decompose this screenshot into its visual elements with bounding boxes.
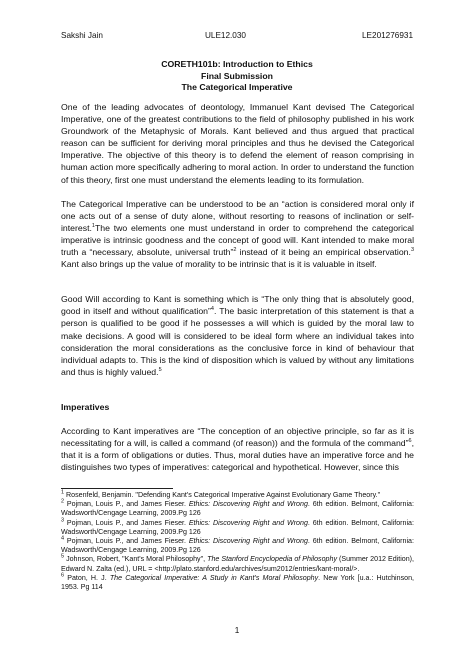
footnote-text: . New York [u.a.: Hutchinson, 1953. Pg 114 <box>61 573 414 592</box>
footnote-ref: 4 <box>210 306 214 313</box>
footnotes <box>61 491 414 592</box>
footnote-text: Paton, H. J. <box>64 573 110 582</box>
text-run: . The basic interpretation of this statement is that a person is qualified to be good if he possesses a will which is guided by the moral law to make decisions. A good will is considered to be ideal form where an individual takes into consideration the moral considerations as the conclusive force in kind of behaviour that individual adapts to. This is the kind of disposition which is valued by without any limitations and thus is highly valued. <box>61 306 414 377</box>
document-title-block <box>61 59 413 94</box>
footnote-ref: 1 <box>91 222 95 229</box>
footnote-text: Rosenfeld, Benjamin. "Defending Kant's Categorical Imperative Against Evolutionary Game Theory." <box>64 491 381 499</box>
footnote-ref: 5 <box>158 366 162 373</box>
footnote-number: 2 <box>61 498 65 505</box>
text-run: The Categorical Imperative can be understood to be an “action is considered moral only if one acts out of a sense of duty alone, without resorting to reasons of inclination or self-interest. <box>61 198 414 233</box>
footnote-4 <box>61 537 414 555</box>
footnote-text: . 6th edition. Belmont, California: Wadsworth/Cengage Learning, 2009.Pg 126 <box>61 518 414 536</box>
page-header <box>61 30 413 42</box>
essay-title: The Categorical Imperative <box>181 82 293 92</box>
paragraph-intro: One of the leading advocates of deontology, Immanuel Kant devised The Categorical Imperative, one of the greatest contributions to the field of philosophy published in his work Groundwork of the Metaphysic of Morals. Kant believed and thus argued that practical reason can be sufficient for deriving moral principles and thus he devised the Categorical Imperative. The objective of this theory is to defend the element of reason comprising in human action more specifically adhering to moral action. In order to understand the function of this theory, first one must understand the elements leading to its formulation. <box>61 102 414 185</box>
page-number: 1 <box>234 626 240 635</box>
footnote-text: Johnson, Robert, "Kant's Moral Philosophy", <box>64 555 208 564</box>
course-title: CORETH101b: Introduction to Ethics <box>161 59 313 69</box>
footnote-3 <box>61 519 414 537</box>
footnote-source-title: The Stanford Encyclopedia of Philosophy <box>207 555 337 564</box>
text-run: Kant also brings up the value of morality to be intrinsic that is it is valuable in itself. <box>61 259 377 270</box>
text-run: Good Will according to Kant is something which is “The only thing that is absolutely good, good in itself and without qualification” <box>61 294 414 317</box>
header-student-id: LE201276931 <box>362 31 413 40</box>
footnote-text: Pojman, Louis P., and James Fieser. <box>64 537 189 546</box>
section-heading-imperatives: Imperatives <box>61 401 110 412</box>
paragraph-good-will <box>61 293 414 378</box>
paragraph-categorical-imperative <box>61 198 414 271</box>
paragraph-imperatives <box>61 425 414 473</box>
footnote-text: . 6th edition. Belmont, California: Wadsworth/Cengage Learning, 2009.Pg 126 <box>61 537 414 555</box>
footnote-text: (Summer 2012 Edition), Edward N. Zalta (ed.), URL = <http://plato.stanford.edu/archives/sum2012/entries/kant-moral/>. <box>61 555 414 573</box>
header-course-code: ULE12.030 <box>205 31 246 40</box>
footnote-book-title: Ethics: Discovering Right and Wrong <box>188 518 308 527</box>
document-body <box>61 101 414 473</box>
text-run: According to Kant imperatives are “The conception of an objective principle, so far as it is necessitating for a will, is called a command (of reason)) and the formula of the command” <box>61 425 414 449</box>
footnote-number: 6 <box>61 572 65 579</box>
footnote-ref: 2 <box>233 247 237 254</box>
footnote-6 <box>61 574 414 592</box>
footnote-5 <box>61 555 414 573</box>
footnote-text: . 6th edition. Belmont, California: Wadsworth/Cengage Learning, 2009.Pg 126 <box>61 500 414 518</box>
header-author: Sakshi Jain <box>61 31 103 40</box>
footnote-ref: 6 <box>408 438 412 445</box>
submission-title: Final Submission <box>201 70 273 81</box>
footnote-number: 5 <box>61 554 65 561</box>
footnote-book-title: The Categorical Imperative: A Study in Kant's Moral Philosophy <box>109 573 319 582</box>
footnote-text: Pojman, Louis P., and James Fieser. <box>64 500 189 509</box>
footnote-1 <box>61 491 414 500</box>
footnote-separator <box>61 488 173 489</box>
text-run: , that it is a form of obligations or duties. Thus, moral duties have an imperative force and he distinguishes two types of imperatives: categorical and hypothetical. However, since this <box>61 438 414 473</box>
footnote-number: 1 <box>61 489 65 496</box>
text-run: instead of it being an empirical observation. <box>236 247 411 258</box>
footnote-number: 3 <box>61 517 65 524</box>
footnote-2 <box>61 500 414 518</box>
footnote-number: 4 <box>61 535 65 542</box>
footnote-text: Pojman, Louis P., and James Fieser. <box>64 518 189 527</box>
footnote-ref: 3 <box>410 247 414 254</box>
text-run: The two elements one must understand in order to comprehend the categorical imperative is intrinsic goodness and the concept of good will. Kant intended to make moral truth a “necessary, absolute, universal truth” <box>61 222 414 258</box>
footnote-book-title: Ethics: Discovering Right and Wrong <box>188 500 308 509</box>
footnote-book-title: Ethics: Discovering Right and Wrong <box>188 537 308 546</box>
